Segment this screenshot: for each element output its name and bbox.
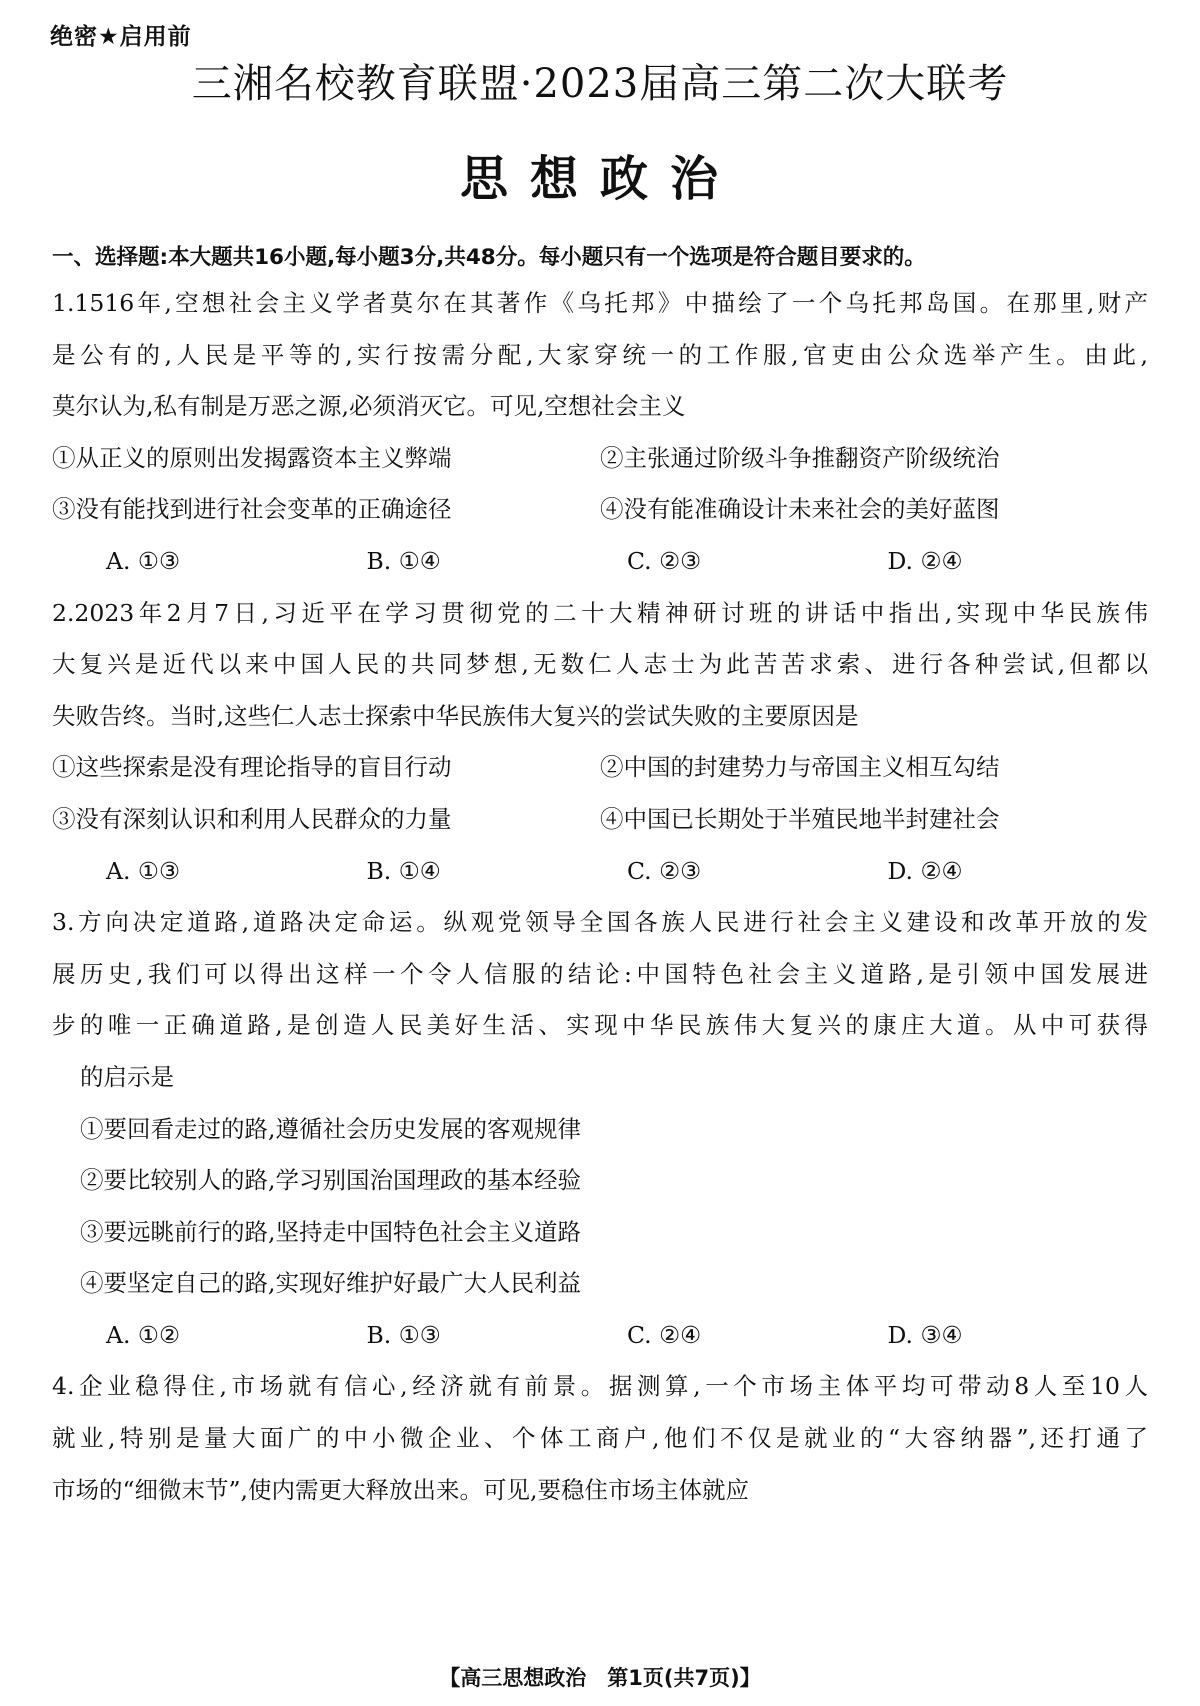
choice-c: C. ②④ (627, 1320, 702, 1349)
statement-option: ①要回看走过的路,遵循社会历史发展的客观规律 (80, 1114, 581, 1143)
statement-option: ③没有能找到进行社会变革的正确途径 (52, 495, 452, 524)
question-stem-line: 就业,特别是量大面广的中小微企业、个体工商户,他们不仅是就业的“大容纳器”,还打通了 (52, 1424, 1148, 1453)
choice-a: A. ①③ (106, 856, 181, 885)
option-row (52, 484, 1148, 536)
question-stem-line: 展历史,我们可以得出这样一个令人信服的结论:中国特色社会主义道路,是引领中国发展进 (52, 959, 1148, 988)
answer-choices (52, 536, 1148, 588)
page-footer: 【高三思想政治 第1页(共7页)】 (439, 1666, 761, 1690)
statement-option: ①这些探索是没有理论指导的盲目行动 (52, 753, 452, 782)
question-4 (52, 1361, 1148, 1516)
question-stem-line: 3.方向决定道路,道路决定命运。纵观党领导全国各族人民进行社会主义建设和改革开放的发 (52, 908, 1148, 937)
statement-option: ①从正义的原则出发揭露资本主义弊端 (52, 443, 452, 472)
statement-option: ②主张通过阶级斗争推翻资产阶级统治 (600, 443, 1000, 472)
statement-option: ④要坚定自己的路,实现好维护好最广大人民利益 (80, 1269, 581, 1298)
statement-option: ④没有能准确设计未来社会的美好蓝图 (600, 495, 1000, 524)
option-row (52, 742, 1148, 794)
statement-option: ③要远眺前行的路,坚持走中国特色社会主义道路 (80, 1217, 581, 1246)
choice-c: C. ②③ (627, 546, 702, 575)
question-stem-line: 市场的“细微末节”,使内需更大释放出来。可见,要稳住市场主体就应 (52, 1475, 749, 1504)
statement-option: ③没有深刻认识和利用人民群众的力量 (52, 804, 452, 833)
choice-c: C. ②③ (627, 856, 702, 885)
question-stem-line: 失败告终。当时,这些仁人志士探索中华民族伟大复兴的尝试失败的主要原因是 (52, 701, 859, 730)
question-stem-line: 2.2023年2月7日,习近平在学习贯彻党的二十大精神研讨班的讲话中指出,实现中华民族伟 (52, 598, 1148, 627)
choice-b: B. ①④ (366, 856, 441, 885)
option-row (52, 794, 1148, 846)
question-stem-line: 1.1516年,空想社会主义学者莫尔在其著作《乌托邦》中描绘了一个乌托邦岛国。在那里,财产 (52, 289, 1148, 317)
question-stem-line: 大复兴是近代以来中国人民的共同梦想,无数仁人志士为此苦苦求索、进行各种尝试,但都以 (52, 650, 1148, 679)
option-row (52, 433, 1148, 485)
exam-body (52, 238, 1148, 1516)
question-stem-line: 步的唯一正确道路,是创造人民美好生活、实现中华民族伟大复兴的康庄大道。从中可获得 (52, 1011, 1148, 1040)
choice-b: B. ①③ (366, 1320, 441, 1349)
subject-title: 思想政治 (459, 151, 740, 207)
choice-d: D. ②④ (887, 856, 963, 885)
question-stem-line: 的启示是 (80, 1062, 174, 1091)
choice-d: D. ②④ (887, 546, 963, 575)
question-stem-line: 4.企业稳得住,市场就有信心,经济就有前景。据测算,一个市场主体平均可带动8人至10人 (52, 1372, 1148, 1401)
exam-title: 三湘名校教育联盟·2023届高三第二次大联考 (191, 61, 1009, 107)
choice-b: B. ①④ (366, 546, 441, 575)
question-1 (52, 278, 1148, 588)
section-heading: 一、选择题:本大题共16小题,每小题3分,共48分。每小题只有一个选项是符合题目要求的。 (52, 245, 926, 270)
secret-mark: 绝密★启用前 (50, 24, 192, 50)
answer-choices (52, 1310, 1148, 1362)
question-2 (52, 588, 1148, 898)
statement-option: ④中国已长期处于半殖民地半封建社会 (600, 804, 1000, 833)
statement-option: ②要比较别人的路,学习别国治国理政的基本经验 (80, 1166, 581, 1195)
statement-option: ②中国的封建势力与帝国主义相互勾结 (600, 753, 1000, 782)
choice-a: A. ①② (106, 1320, 181, 1349)
question-stem-line: 莫尔认为,私有制是万恶之源,必须消灭它。可见,空想社会主义 (52, 392, 686, 421)
answer-choices (52, 846, 1148, 898)
question-stem-line: 是公有的,人民是平等的,实行按需分配,大家穿统一的工作服,官吏由公众选举产生。由此, (52, 340, 1148, 369)
choice-d: D. ③④ (887, 1320, 963, 1349)
question-3 (52, 897, 1148, 1361)
choice-a: A. ①③ (106, 546, 181, 575)
